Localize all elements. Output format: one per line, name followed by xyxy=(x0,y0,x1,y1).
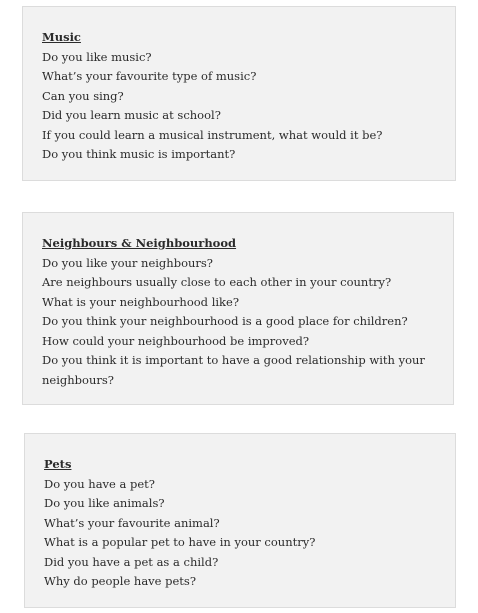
question-list xyxy=(42,48,437,165)
question-item: Do you have a pet? xyxy=(44,476,155,491)
question-item: Do you think it is important to have a good relationship with your neighbours? xyxy=(42,353,425,387)
section-title: Music xyxy=(42,30,81,44)
question-item: Do you think music is important? xyxy=(42,147,236,161)
question-item: How could your neighbourhood be improved? xyxy=(42,333,310,348)
question-item: What’s your favourite animal? xyxy=(44,515,220,530)
section-title: Pets xyxy=(44,457,72,471)
question-item: What’s your favourite type of music? xyxy=(42,69,257,83)
music-section xyxy=(22,6,456,181)
question-item: Are neighbours usually close to each other in your country? xyxy=(42,275,392,289)
question-item: Do you like your neighbours? xyxy=(42,255,213,270)
question-item: Do you think your neighbourhood is a good place for children? xyxy=(42,314,408,328)
question-item: Do you like animals? xyxy=(44,496,165,510)
section-title: Neighbours & Neighbourhood xyxy=(42,236,237,250)
question-item: Can you sing? xyxy=(42,88,124,103)
pets-section xyxy=(24,433,456,608)
question-item: Why do people have pets? xyxy=(44,574,196,588)
question-item: Do you like music? xyxy=(42,49,152,64)
question-item: Did you learn music at school? xyxy=(42,108,221,122)
neighbours-section xyxy=(22,212,454,405)
question-list xyxy=(44,475,437,592)
question-item: Did you have a pet as a child? xyxy=(44,554,219,569)
question-list xyxy=(42,254,435,391)
question-item: If you could learn a musical instrument, what would it be? xyxy=(42,127,383,142)
question-item: What is your neighbourhood like? xyxy=(42,294,239,309)
question-item: What is a popular pet to have in your country? xyxy=(44,535,316,549)
